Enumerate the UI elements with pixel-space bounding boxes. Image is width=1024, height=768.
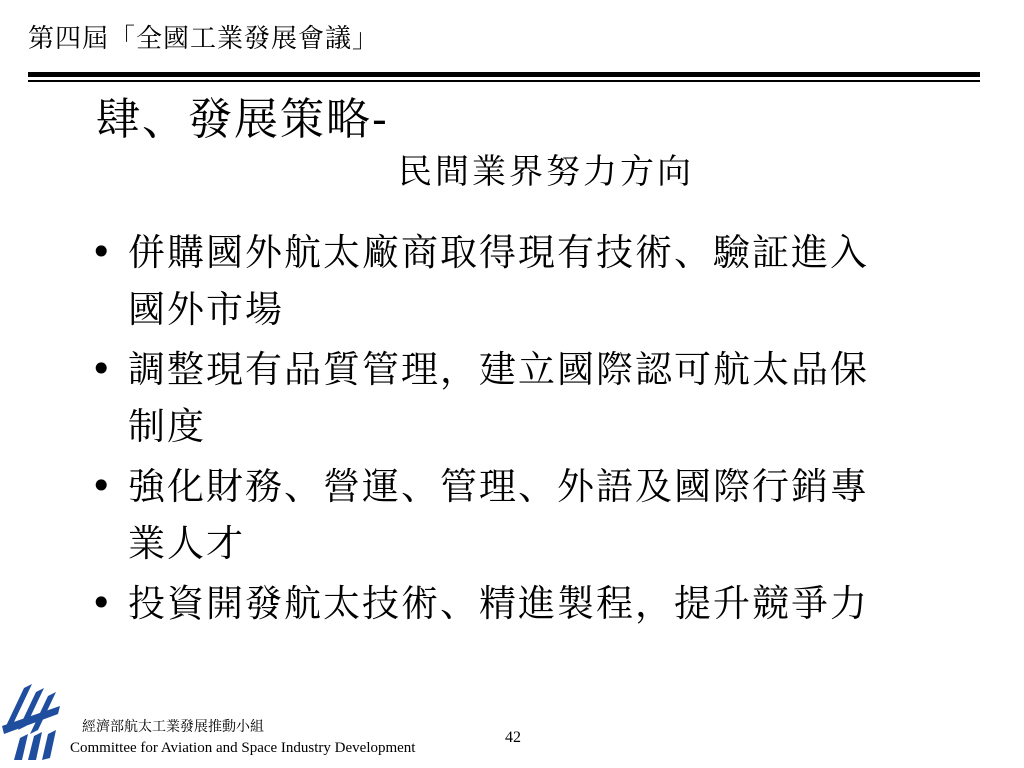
bullet-marker: •	[90, 464, 113, 508]
page-number: 42	[505, 729, 521, 746]
bullet-text: 調整現有品質管理，建立國際認可航太品保制度	[128, 348, 869, 448]
bullet-text: 併購國外航太廠商取得現有技術、驗証進入國外市場	[128, 231, 869, 331]
header-title: 第四屆「全國工業發展會議」	[28, 24, 380, 54]
bullet-text: 強化財務、營運、管理、外語及國際行銷專業人才	[128, 465, 869, 565]
bullet-item-4	[84, 575, 908, 632]
bullet-item-2	[84, 341, 908, 455]
section-subtitle: 民間業界努力方向	[398, 152, 694, 192]
header-divider-thin	[28, 80, 980, 82]
bullet-item-3	[84, 458, 908, 572]
footer-organization-english: Committee for Aviation and Space Industry Development	[70, 740, 416, 756]
header-divider-thick	[28, 72, 980, 77]
bullet-marker: •	[90, 347, 113, 391]
bullet-item-1	[84, 224, 908, 338]
bullet-marker: •	[90, 230, 113, 274]
bullet-text: 投資開發航太技術、精進製程，提升競爭力	[128, 582, 869, 625]
bullet-marker: •	[90, 581, 113, 625]
aviation-committee-logo-icon	[0, 682, 62, 762]
footer-organization-chinese: 經濟部航太工業發展推動小組	[82, 719, 264, 735]
bullet-list	[84, 224, 908, 635]
section-title: 肆、發展策略-	[96, 94, 389, 145]
